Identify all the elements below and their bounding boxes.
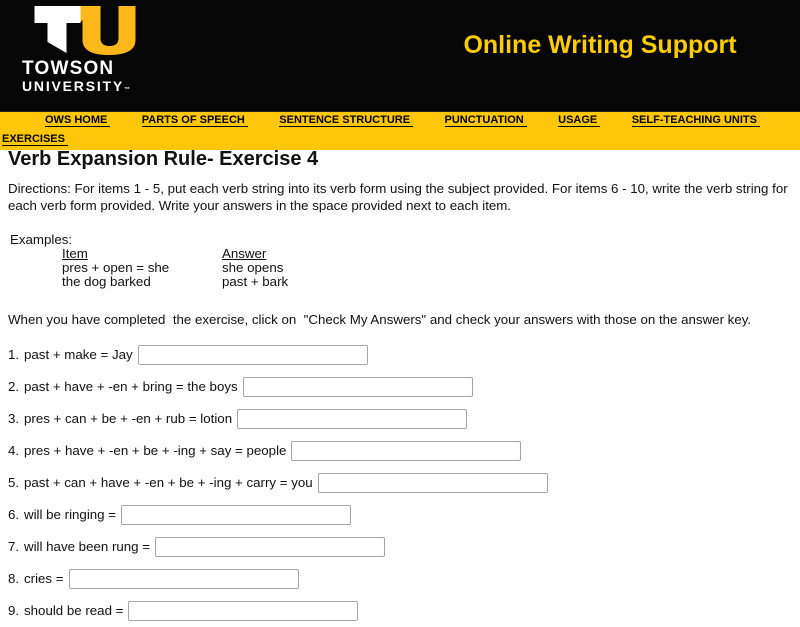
exercise-content <box>0 138 800 627</box>
exercise-item <box>0 595 800 627</box>
nav-link-usage[interactable]: USAGE <box>558 114 600 127</box>
example-item: the dog barked <box>62 273 151 289</box>
item-number: 7. <box>8 539 20 555</box>
examples-label: Examples: <box>10 231 73 247</box>
item-number: 8. <box>8 571 20 587</box>
exercise-items <box>0 339 800 627</box>
item-number: 3. <box>8 411 20 427</box>
examples-table <box>62 247 800 289</box>
answer-input-5[interactable] <box>318 473 548 493</box>
trademark-symbol: ™ <box>124 86 131 93</box>
item-label: past + make = Jay <box>24 347 133 363</box>
nav-link-exercises[interactable]: EXERCISES <box>2 133 68 146</box>
exercise-item <box>0 403 800 435</box>
item-label: past + can + have + -en + be + -ing + carry = you <box>24 475 313 491</box>
masthead <box>0 0 800 111</box>
exercise-item <box>0 435 800 467</box>
logo-university-text: UNIVERSITY™ <box>22 77 131 94</box>
answer-input-8[interactable] <box>69 569 299 589</box>
item-label: will be ringing = <box>24 507 117 523</box>
answer-input-4[interactable] <box>291 441 521 461</box>
item-label: will have been rung = <box>24 539 151 555</box>
exercise-item <box>0 371 800 403</box>
item-number: 5. <box>8 475 20 491</box>
item-number: 4. <box>8 443 20 459</box>
examples-answer-header: Answer <box>222 245 267 261</box>
site-title: Online Writing Support <box>463 31 737 59</box>
item-label: cries = <box>24 571 64 587</box>
completion-instruction: When you have completed the exercise, click on "Check My Answers" and check your answers with those on the answer key. <box>8 311 752 327</box>
nav-link-sentence-structure[interactable]: SENTENCE STRUCTURE <box>279 114 413 127</box>
exercise-item <box>0 563 800 595</box>
item-label: pres + have + -en + be + -ing + say = people <box>24 443 287 459</box>
answer-input-2[interactable] <box>243 377 473 397</box>
item-number: 1. <box>8 347 20 363</box>
item-number: 2. <box>8 379 20 395</box>
answer-input-6[interactable] <box>121 505 351 525</box>
item-label: past + have + -en + bring = the boys <box>24 379 238 395</box>
nav-link-self-teaching-units[interactable]: SELF-TEACHING UNITS <box>632 114 760 127</box>
examples-item-header: Item <box>62 245 88 261</box>
logo-towson-text: TOWSON <box>22 58 115 79</box>
example-answer: past + bark <box>222 273 289 289</box>
answer-input-7[interactable] <box>155 537 385 557</box>
answer-input-9[interactable] <box>128 601 358 621</box>
answer-input-1[interactable] <box>138 345 368 365</box>
exercise-item <box>0 467 800 499</box>
item-number: 6. <box>8 507 20 523</box>
directions-text: Directions: For items 1 - 5, put each verb string into its verb form using the subject provided. For items 6 - 10, write the verb string for each verb form provided. Write your answers in the space provided next to each item. <box>8 181 788 214</box>
exercise-item <box>0 499 800 531</box>
towson-logo <box>22 4 140 94</box>
example-answer: she opens <box>222 259 284 275</box>
tu-logo-icon <box>34 4 140 56</box>
answer-input-3[interactable] <box>237 409 467 429</box>
nav-link-parts-of-speech[interactable]: PARTS OF SPEECH <box>142 114 248 127</box>
nav-row-1 <box>0 114 800 127</box>
exercise-item <box>0 531 800 563</box>
exercise-item <box>0 339 800 371</box>
item-label: should be read = <box>24 603 124 619</box>
item-label: pres + can + be + -en + rub = lotion <box>24 411 233 427</box>
item-number: 9. <box>8 603 20 619</box>
page-title: Verb Expansion Rule- Exercise 4 <box>8 148 319 170</box>
nav-link-punctuation[interactable]: PUNCTUATION <box>445 114 527 127</box>
example-item: pres + open = she <box>62 259 170 275</box>
nav-link-ows-home[interactable]: OWS HOME <box>45 114 110 127</box>
